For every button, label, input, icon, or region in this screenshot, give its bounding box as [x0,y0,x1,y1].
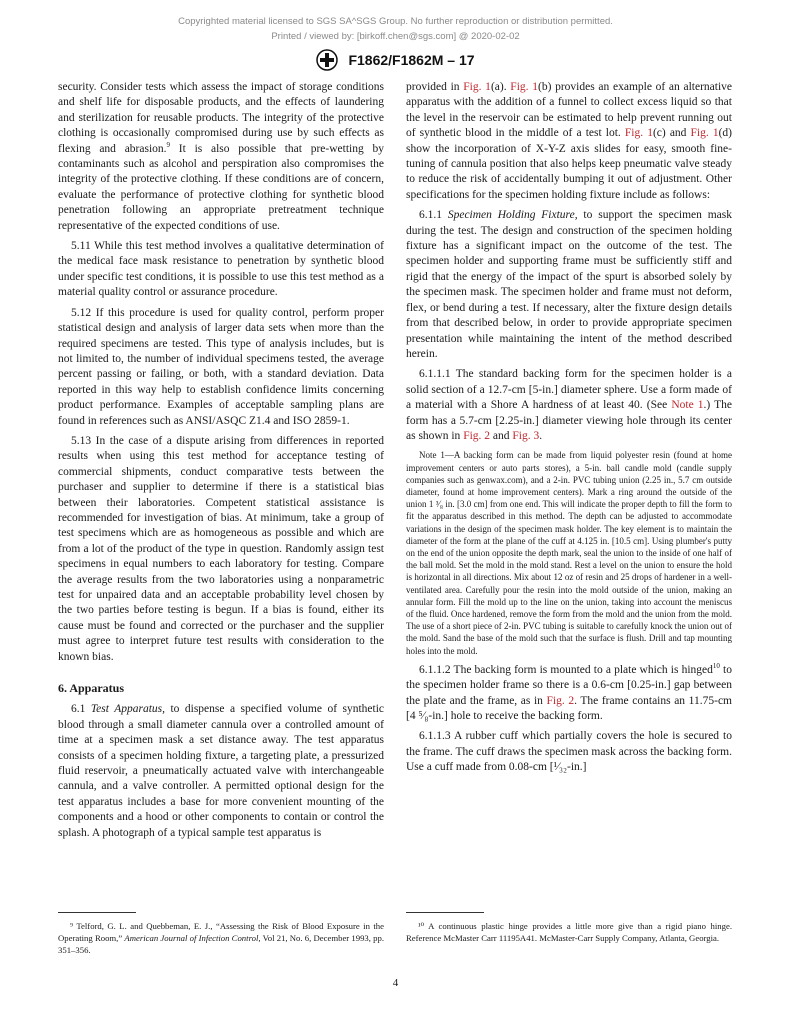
paragraph-6-1: 6.1 Test Apparatus, to dispense a specified volume of synthetic blood through a small diameter cannula over a controlled amount of time at a specimen mask a set distance away. The test apparatus consists of a specimen holding fixture, a targeting plate, a pressurized fluid reservoir, a pneumatically actuated valve with interchangeable cannula, and a valve controller. A permitted optional design for the test apparatus includes a base for more convenient mounting of the components and a hood or other components to contain or control the splash. A photograph of a typical sample test apparatus is [58,703,385,839]
footnote-10: ¹⁰ A continuous plastic hinge provides a little more give than a rigid piano hinge. Reference McMaster Carr 11195A41. McMaster-Carr Supply Company, Atlanta, Georgia. [406,921,732,943]
footnote-rule [58,912,136,913]
paragraph-6-1-1-1: 6.1.1.1 The standard backing form for the specimen holder is a solid section of a 12.7-cm [5-in.] diameter sphere. Use a form made of a material with a Shore A hardness of at least 40. (See Note 1.) The form has a 5.7-cm [2.25-in.] diameter viewing hole through its center as shown in Fig. 2 and Fig. 3. [406,368,732,442]
note-1: Note 1—A backing form can be made from liquid polyester resin (found at home improvement centers or auto parts stores), a 5-in. ball candle mold (candle supply companies such as genwax.com), and a 2-in. PVC tubing union (2.25 in., 5.7 cm outside diameter, found at home improvement centers). Mark a ring around the outside of the union 1 ³⁄₈ in. [3.0 cm] from one end. This will indicate the proper depth to fill the form to fit the apparatus described in this method. The depth can be adjusted to accommodate variations in the design of the specimen mask holder. The key element is to maintain the diameter of the form at the plane of the cuff at 4.125 in. [10.5 cm]. Using plumber's putty on the end of the union opposite the depth mark, seal the union to the inside of one half of the ball mold. Set the mold in the mold stand. Rest a level on the union to ensure the hold is horizontal in all directions. Mix about 12 oz of resin and 25 drops of hardener in a well-ventilated area. Carefully pour the resin into the mold outside of the union, making an annular form. Fill the mold up to the line on the union, taking into account the meniscus of the fluid. Once hardened, remove the form from the mold and the union from the mold. The use of a short piece of 2-in. PVC tubing is suitable to carefully knock the union out of the mold. Sand the base of the mold such that the surface is flush. Drill and tap mounting holes into the mold. [406,450,732,656]
paragraph-6-1-cont: provided in Fig. 1(a). Fig. 1(b) provides an example of an alternative apparatus with the addition of a funnel to collect excess liquid so that the level in the reservoir can be estimated to help prevent running out of synthetic blood in the middle of a test lot. Fig. 1(c) and Fig. 1(d) show the incorporation of X-Y-Z axis slides for easy, smooth fine-tuning of cannula position that also helps keep pneumatic valve steady to reduce the risk of accidentally bumping it out of adjustment. Other specifications for the specimen holding fixture include as follows: [406,81,733,201]
footnote-rule [406,912,484,913]
fig-2-link[interactable]: Fig. 2 [463,429,491,442]
section-6-heading: 6. Apparatus [58,681,125,696]
document-designation: F1862/F1862M – 17 [348,52,475,68]
printed-by-notice: Printed / viewed by: [birkoff.chen@sgs.com] @ 2020-02-02 [271,31,520,42]
paragraph-security: security. Consider tests which assess the impact of storage conditions and shelf life for disposable products, and the effects of laundering and sterilization for reusable products. The integrity of the protective clothing is occasionally compromised during use by such effects as flexing and abrasion.$^9$ It is also possible that pre-wetting by contaminants such as alcohol and perspiration also compromises the integrity of the protective clothing. If these conditions are of concern, evaluate the performance of protective clothing for synthetic blood penetration following an appropriate pretreatment technique representative of the expected conditions of use. [58,81,384,232]
note-1-link[interactable]: Note 1 [671,399,704,412]
paragraph-6-1-1-2: 6.1.1.2 The backing form is mounted to a plate which is hinged$^{10}$ to the specimen holder frame so there is a 0.6-cm [0.25-in.] gap between the plate and the frame, as in Fig. 2. The frame contains an 11.75-cm [4 ⁵⁄₈-in.] hole to receive the backing form. [406,661,732,723]
fig-1-link[interactable]: Fig. 1 [690,127,719,140]
footnote-ref-10[interactable]: 10 [712,661,720,670]
paragraph-5-12: 5.12 If this procedure is used for quality control, perform proper statistical design and analysis of larger data sets when more than the required specimens are tested. This type of analysis includes, but is not limited to, the number of individual specimens tested, the average percent passing or failing, or both, with a standard deviation. Data reported in this way help to establish confidence limits concerning product performance. Examples of acceptable sampling plans are found in references such as ANSI/ASQC Z1.4 and ISO 2859-1. [58,306,384,427]
copyright-notice: Copyrighted material licensed to SGS SA^SGS Group. No further reproduction or distribution permitted. [178,16,613,27]
page-number: 4 [392,977,399,989]
right-column [406,80,732,781]
fig-3-link[interactable]: Fig. 3 [512,429,540,442]
footnote-9: ⁹ Telford, G. L. and Quebbeman, E. J., “Assessing the Risk of Blood Exposure in the Operating Room,” American Journal of Infection Control, Vol 21, No. 6, December 1993, pp. 351–356. [58,921,384,955]
paragraph-6-1-1: 6.1.1 Specimen Holding Fixture, to support the specimen mask during the test. The design and construction of the specimen holding fixture has a significant impact on the outcome of the test. The specimen holder and supporting frame must be sufficiently stiff and rigid that the energy of the impact of the spurt is absorbed solely by the specimen mask. The specimen holder and frame must not deform, flex, or bend during a test. If necessary, alter the fixture design details from that described below, in order to provide appropriate specimen presentation while maintaining the intent of the method described herein. [406,209,732,360]
fig-1-link[interactable]: Fig. 1 [510,81,538,93]
footnote-ref-9[interactable]: 9 [166,140,171,149]
paragraph-5-13: 5.13 In the case of a dispute arising from differences in reported results when using this test method for acceptance testing of commercial shipments, conduct comparative tests between the purchaser and supplier to determine if there is a statistical bias between their laboratories. Competent statistical assistance is recommended for investigation of bias. At minimum, take a group of test specimens which are as homogeneous as possible and which are from a lot of the product of the type in question. Randomly assign test specimens in equal numbers to each laboratory for testing. Compare the average results from the two laboratories using a nonparametric test for unpaired data and an acceptable probability level chosen by the two parties before testing is begun. If a bias is found, either its cause must be found and corrected or the purchaser and the supplier must agree to interpret future test results with consideration to the known bias. [58,434,384,663]
paragraph-6-1-1-3: 6.1.1.3 A rubber cuff which partially covers the hole is secured to the frame. The cuff draws the specimen mask across the backing form. Use a cuff made from 0.08-cm [¹⁄₃₂-in.] [406,730,732,774]
fig-2-link[interactable]: Fig. 2 [546,694,575,707]
paragraph-5-11: 5.11 While this test method involves a qualitative determination of the medical face mask resistance to penetration by synthetic blood under specific test conditions, it is possible to use this test method as a material quality control or assurance procedure. [58,240,384,299]
astm-logo-icon [316,49,338,71]
document-header [0,49,791,71]
left-column [58,80,384,846]
fig-1-link[interactable]: Fig. 1 [463,81,491,93]
fig-1-link[interactable]: Fig. 1 [624,127,653,140]
